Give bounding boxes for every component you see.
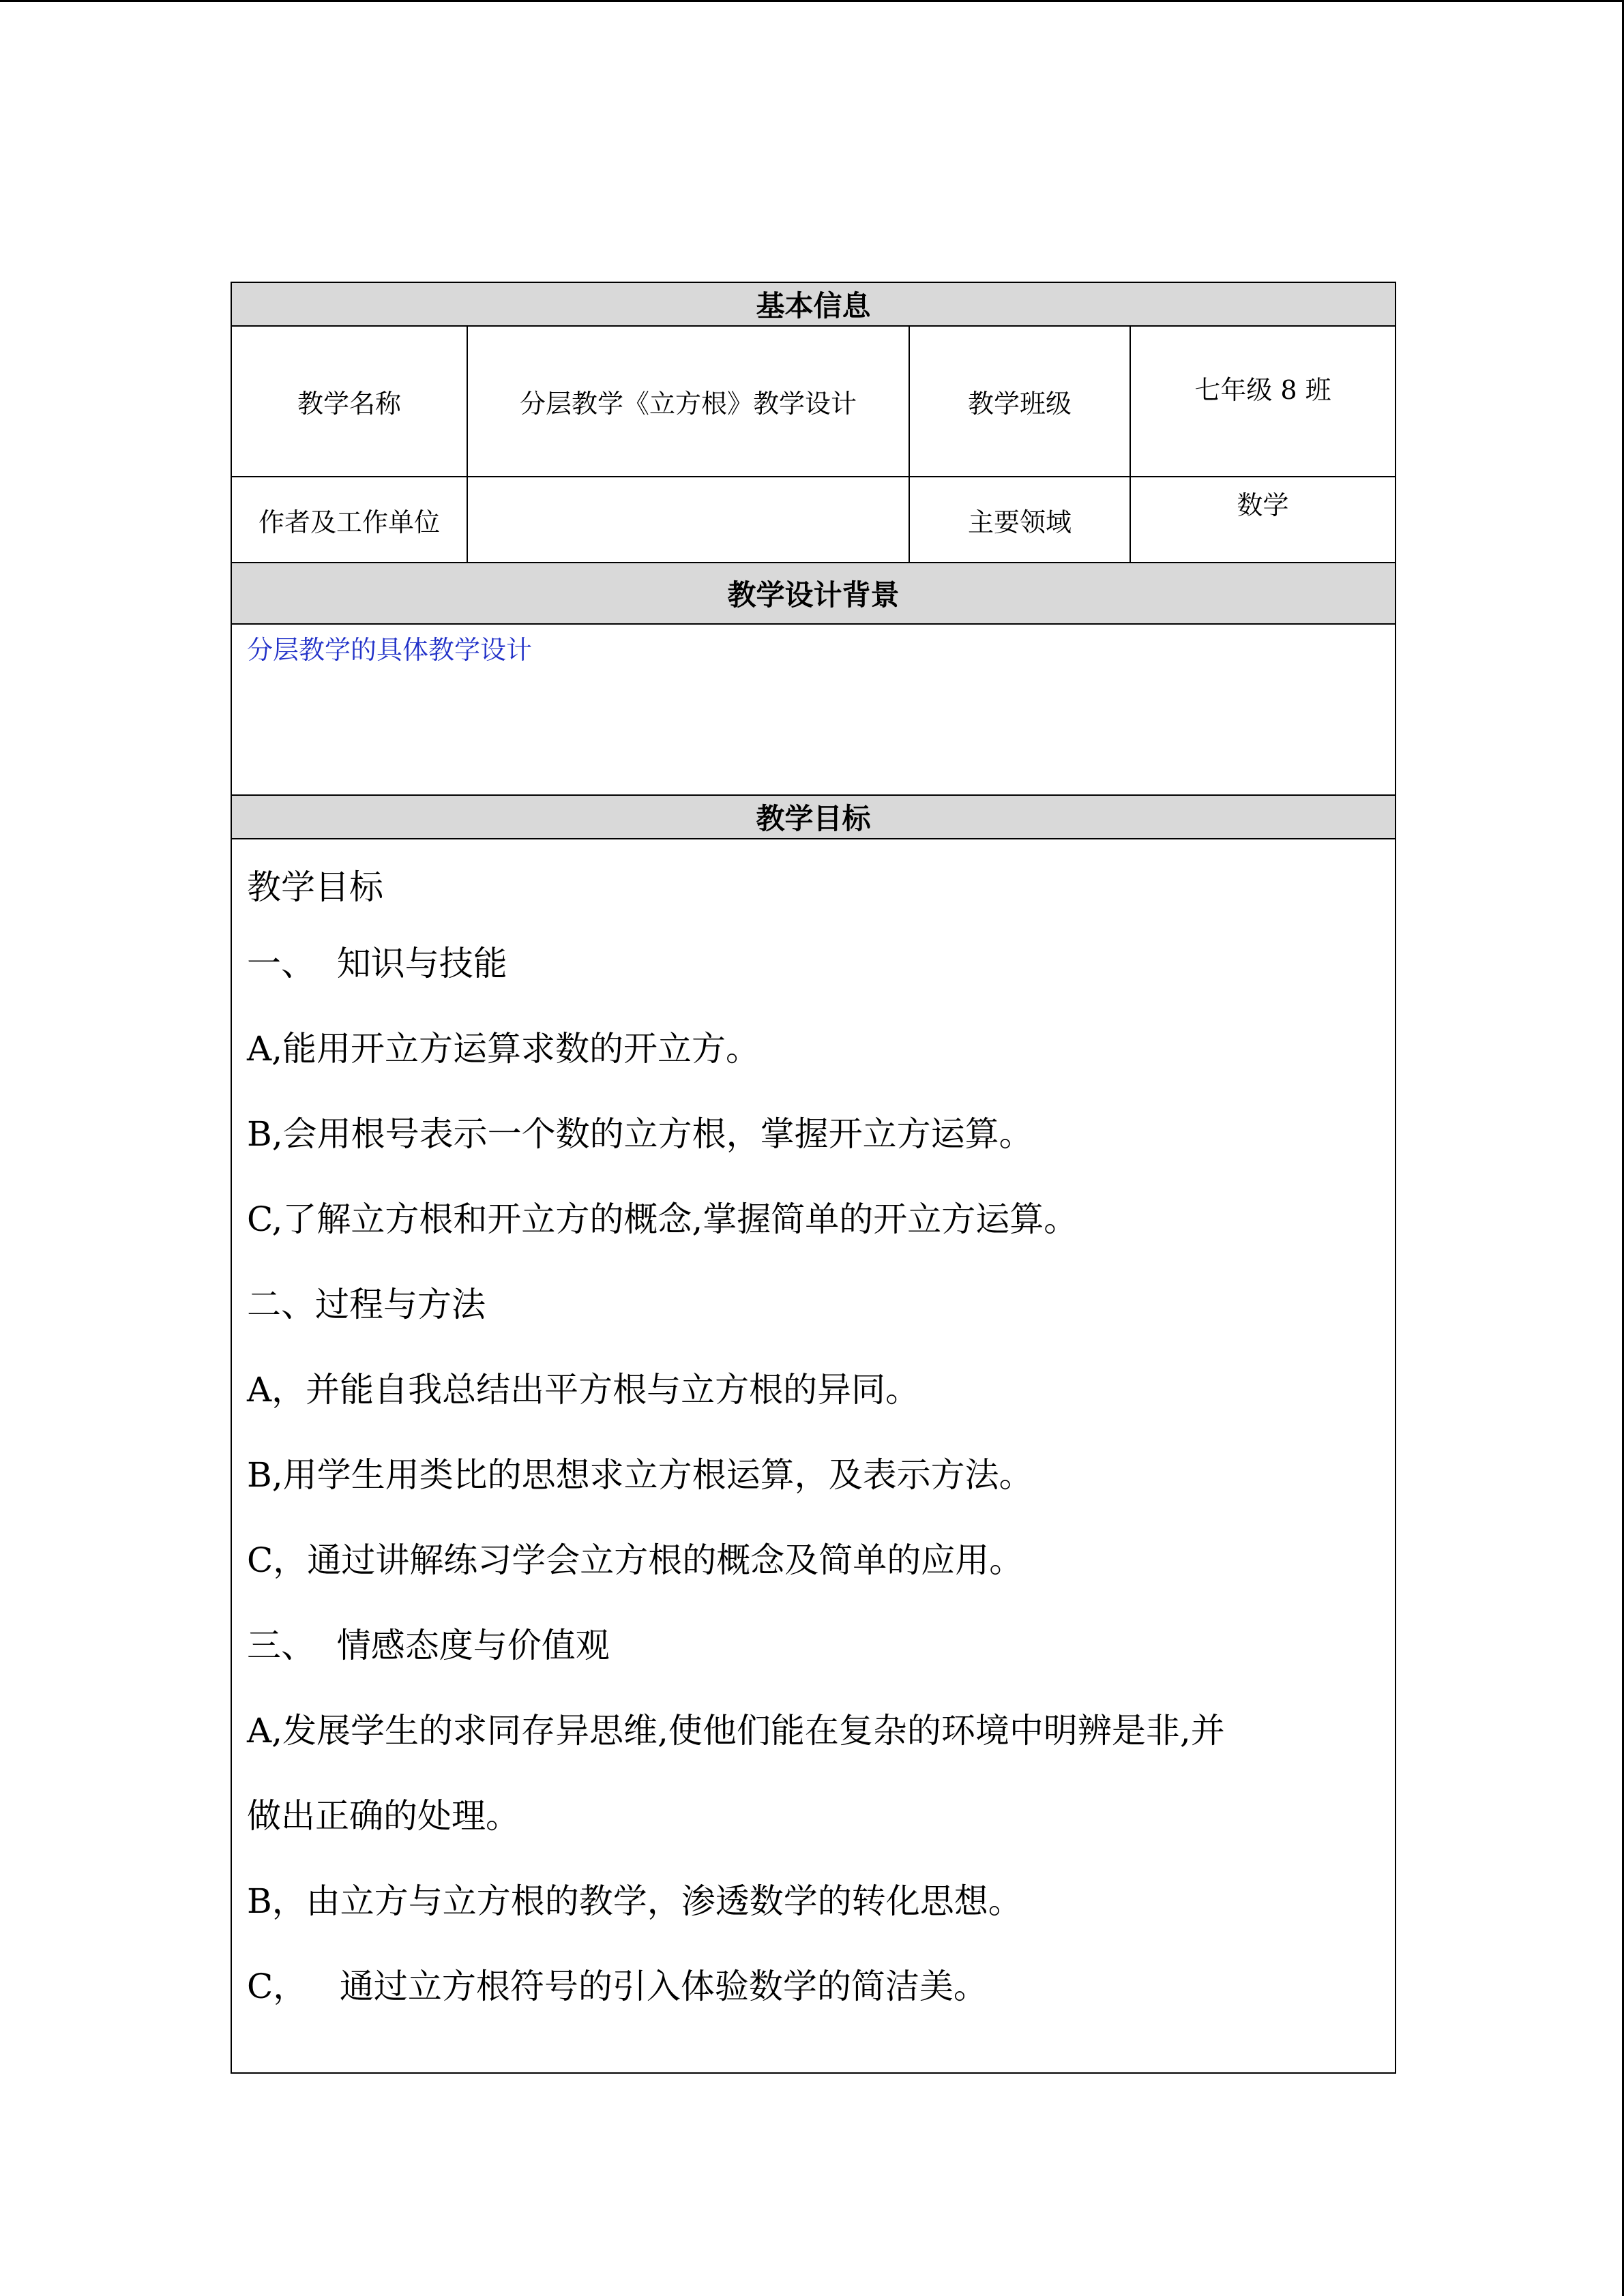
basic-info-header-row [231, 282, 1396, 326]
goals-line: 教学目标 [247, 867, 383, 907]
goals-body [231, 839, 1396, 2073]
author-value [467, 477, 909, 563]
teaching-class-label: 教学班级 [909, 326, 1130, 477]
goals-line: C,了解立方根和开立方的概念,掌握简单的开立方运算。 [247, 1199, 1078, 1239]
domain-value: 数学 [1130, 477, 1396, 563]
background-header: 教学设计背景 [231, 563, 1396, 624]
goals-line: B,会用根号表示一个数的立方根，掌握开立方运算。 [247, 1114, 1033, 1154]
goals-line: A,发展学生的求同存异思维,使他们能在复杂的环境中明辨是非,并 [247, 1711, 1225, 1750]
background-text: 分层教学的具体教学设计 [231, 624, 1396, 795]
teaching-name-label: 教学名称 [231, 326, 467, 477]
goals-line: C，通过讲解练习学会立方根的概念及简单的应用。 [247, 1540, 1024, 1580]
goals-line: 一、 知识与技能 [247, 944, 507, 983]
domain-label: 主要领域 [909, 477, 1130, 563]
form-table [231, 282, 1396, 2074]
goals-header-row [231, 795, 1396, 839]
lesson-design-form [231, 282, 1395, 2074]
teaching-name-value: 分层教学《立方根》教学设计 [467, 326, 909, 477]
basic-info-header: 基本信息 [231, 282, 1396, 326]
author-row [231, 477, 1396, 563]
goals-line: A，并能自我总结出平方根与立方根的异同。 [247, 1370, 920, 1410]
goals-line: B，由立方与立方根的教学，渗透数学的转化思想。 [247, 1881, 1022, 1921]
goals-line: C， 通过立方根符号的引入体验数学的简洁美。 [247, 1967, 988, 2006]
author-label: 作者及工作单位 [231, 477, 467, 563]
page-border-top [0, 0, 1624, 2]
goals-line: 三、 情感态度与价值观 [247, 1626, 610, 1665]
background-body-row [231, 624, 1396, 795]
goals-line: 做出正确的处理。 [247, 1796, 520, 1836]
teaching-name-row [231, 326, 1396, 477]
teaching-class-value: 七年级 8 班 [1130, 326, 1396, 477]
goals-body-row [231, 839, 1396, 2073]
goals-header: 教学目标 [231, 795, 1396, 839]
goals-line: A,能用开立方运算求数的开立方。 [247, 1029, 761, 1069]
goals-line: 二、过程与方法 [247, 1285, 486, 1324]
goals-line: B,用学生用类比的思想求立方根运算，及表示方法。 [247, 1455, 1033, 1495]
background-header-row [231, 563, 1396, 624]
